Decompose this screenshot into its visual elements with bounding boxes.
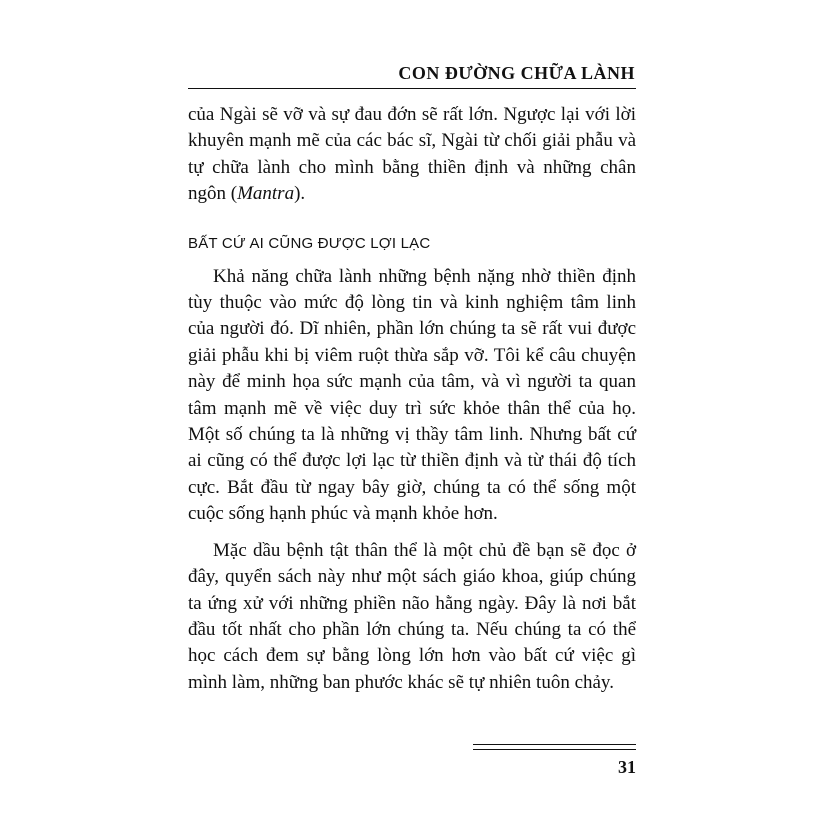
paragraph-text-end: ). [294,183,306,205]
running-title: CON ĐƯỜNG CHỮA LÀNH [398,63,635,83]
footer-rule [473,744,636,750]
header-rule [188,88,636,89]
paragraph-text: của Ngài sẽ vỡ và sự đau đớn sẽ rất lớn. Ngược lại với lời khuyên mạnh mẽ của các bác sĩ, Ngài từ chối giải phẫu và tự chữa lành cho mình bằng thiền định và những chân ngôn ( [188,104,636,205]
footer-rule-bottom [473,749,636,750]
body-text [188,102,636,696]
italic-term: Mantra [237,183,295,205]
paragraph: Khả năng chữa lành những bệnh nặng nhờ thiền định tùy thuộc vào mức độ lòng tin và kinh nghiệm tâm linh của người đó. Dĩ nhiên, phần lớn chúng ta sẽ rất vui được giải phẫu khi bị viêm ruột thừa sắp vỡ. Tôi kể câu chuyện này để minh họa sức mạnh của tâm, và vì người ta quan tâm mạnh mẽ về việc duy trì sức khỏe thân thể của họ. Một số chúng ta là những vị thầy tâm linh. Nhưng bất cứ ai cũng có thể được lợi lạc từ thiền định và từ thái độ tích cực. Bắt đầu từ ngay bây giờ, chúng ta có thể sống một cuộc sống hạnh phúc và mạnh khỏe hơn. [188,265,636,525]
paragraph-continued [188,102,636,208]
section-heading: BẤT CỨ AI CŨNG ĐƯỢC LỢI LẠC [188,234,431,252]
footer-rule-top [473,744,636,745]
paragraph: Mặc dầu bệnh tật thân thể là một chủ đề bạn sẽ đọc ở đây, quyển sách này như một sách giáo khoa, giúp chúng ta ứng xử với những phiền não hằng ngày. Đây là nơi bắt đầu tốt nhất cho phần lớn chúng ta. Nếu chúng ta có thể học cách đem sự bằng lòng lớn hơn vào bất cứ việc gì mình làm, những ban phước khác sẽ tự nhiên tuôn chảy. [188,539,636,693]
page-number: 31 [618,757,636,777]
